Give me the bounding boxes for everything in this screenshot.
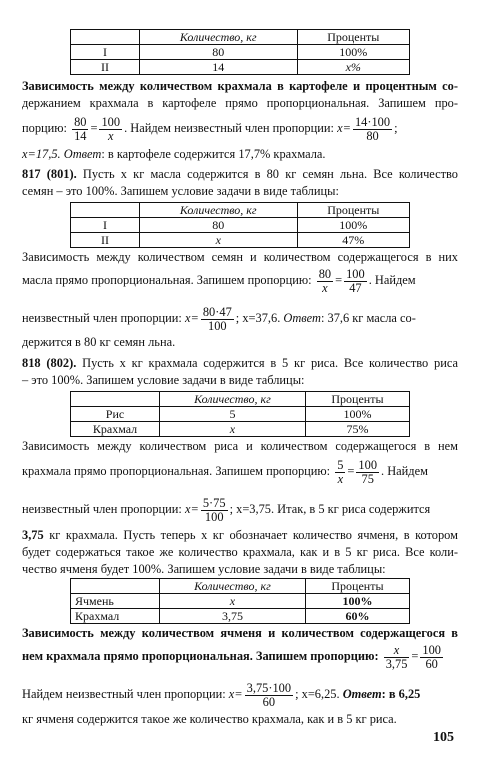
numerator: x: [384, 644, 410, 658]
table-cell: 14: [140, 60, 298, 75]
text: Найдем неизвестный член пропорции:: [22, 687, 226, 701]
table-cell: 80: [140, 45, 298, 60]
table-header-row: [71, 392, 410, 407]
table-row: [71, 609, 410, 624]
table-cell: Проценты: [305, 392, 409, 407]
table-cell: Проценты: [297, 203, 409, 218]
table-cell: x: [140, 233, 298, 248]
text: x=: [228, 687, 243, 701]
text: x=: [337, 121, 351, 135]
denominator: 60: [262, 694, 276, 709]
denominator: 100: [204, 509, 224, 524]
text: крахмала прямо пропорциональная. Запишем пропорцию:: [22, 464, 331, 478]
text-line: чество ячменя будет 100%. Запишем условие задачи в виде таблицы:: [22, 562, 386, 576]
text: нем крахмала прямо пропорциональная. Запишем пропорцию:: [22, 649, 379, 663]
denominator: 100: [208, 318, 227, 333]
numerator: 3,75·100: [246, 680, 292, 695]
table-cell: 47%: [297, 233, 409, 248]
text-line: [22, 166, 458, 183]
fraction: [317, 268, 333, 295]
table-cell: x: [160, 594, 306, 609]
table-cell: Количество, кг: [160, 579, 306, 594]
table-4: [70, 578, 410, 624]
table-cell: Количество, кг: [160, 392, 306, 407]
table-cell: [71, 203, 140, 218]
denominator: 3,75: [385, 656, 408, 671]
table-cell: Проценты: [297, 30, 409, 45]
fraction: [353, 116, 392, 143]
numerator: 100: [422, 642, 441, 657]
text: ; x=6,25.: [295, 687, 340, 701]
fraction: [344, 268, 367, 295]
table-3: [70, 391, 410, 437]
table-cell: I: [71, 45, 140, 60]
denominator: x: [108, 128, 114, 143]
text: Пусть x кг масла содержится в 80 кг семян льна. Все количество: [82, 167, 458, 181]
denominator: 75: [361, 471, 374, 486]
numerator: 5·75: [202, 495, 226, 510]
text-line: – это 100%. Запишем условие задачи в виде таблицы:: [22, 373, 305, 387]
text-line: будет содержаться такое же количество крахмала, как и в 5 кг риса. Все коли-: [22, 545, 458, 559]
text: 3,75: [22, 528, 44, 542]
fraction: [335, 459, 345, 486]
text: неизвестный член пропорции:: [22, 311, 182, 325]
table-header-row: [71, 203, 410, 218]
denominator: x: [337, 471, 344, 486]
text-line: [22, 355, 458, 372]
text-line: держится в 80 кг семян льна.: [22, 335, 176, 349]
table-cell: Проценты: [305, 579, 409, 594]
table-cell: 100%: [297, 218, 409, 233]
text-line-with-formula: масла прямо пропорциональная. Запишем пропорцию: $\frac{80}{x}$ = $\frac{100}{47}$ . Найдем: [22, 266, 416, 295]
text-line: [22, 146, 458, 163]
table-1: [70, 29, 410, 75]
text-line-with-formula: крахмала прямо пропорциональная. Запишем пропорцию: $\frac{5}{x}$ = $\frac{100}{75}$ . Найдем: [22, 457, 428, 486]
text-line: Зависимость между количеством ячменя и количеством содержащегося в: [22, 626, 458, 640]
answer-label: Ответ: [63, 147, 102, 161]
text-line: Зависимость между количеством семян и количеством содержащегося в них: [22, 250, 458, 264]
table-row: [71, 422, 410, 437]
fraction: [201, 306, 234, 333]
answer-label: Ответ: [342, 687, 382, 701]
table-cell: 100%: [305, 407, 409, 422]
table-cell: 60%: [305, 609, 409, 624]
fraction: [356, 459, 379, 486]
answer-label: Ответ: [283, 311, 321, 325]
numerator: 80·47: [202, 304, 232, 319]
fraction: [99, 116, 122, 143]
text-line-with-formula: [22, 302, 458, 334]
table-cell: Крахмал: [71, 609, 160, 624]
table-cell: [71, 579, 160, 594]
text: порцию:: [22, 121, 67, 135]
numerator: 80: [74, 114, 87, 129]
fraction: [420, 644, 443, 671]
fraction: [245, 682, 293, 709]
table-cell: x: [160, 422, 306, 437]
text: . Найдем: [368, 273, 416, 287]
table-cell: 80: [140, 218, 298, 233]
table-row: [71, 594, 410, 609]
fraction: [384, 644, 410, 671]
table-2: [70, 202, 410, 248]
text-line: Зависимость между количеством крахмала в картофеле и процентным со-: [22, 79, 458, 93]
text: масла прямо пропорциональная. Запишем пропорцию:: [22, 273, 312, 287]
denominator: 60: [425, 656, 438, 671]
denominator: 80: [366, 128, 379, 143]
table-cell: 100%: [297, 45, 409, 60]
fraction: [201, 497, 228, 524]
table-cell: I: [71, 218, 140, 233]
denominator: 14: [74, 128, 87, 143]
table-cell: Количество, кг: [140, 203, 298, 218]
numerator: 5: [337, 457, 344, 472]
denominator: x: [322, 280, 328, 295]
problem-number: 817 (801).: [22, 167, 77, 181]
table-cell: 5: [160, 407, 306, 422]
table-row: [71, 407, 410, 422]
text: : 37,6 кг масла со-: [320, 311, 416, 325]
text: x=: [184, 502, 199, 516]
text: ; x=3,75. Итак, в 5 кг риса содержится: [229, 502, 431, 516]
text: : в картофеле содержится 17,7% крахмала.: [101, 147, 326, 161]
text-line-with-formula: порцию: $\frac{80}{14}$ = $\frac{100}{x}$ . Найдем неизвестный член пропорции: x= $\frac{14\cdot 100}{80}$ ;: [22, 114, 398, 143]
table-cell: II: [71, 233, 140, 248]
table-cell: Крахмал: [71, 422, 160, 437]
text-line: Зависимость между количеством риса и количеством содержащегося в нем: [22, 439, 458, 453]
page-number: 105: [433, 730, 454, 745]
numerator: 80: [318, 266, 332, 281]
table-row: [71, 45, 410, 60]
table-cell: Количество, кг: [140, 30, 298, 45]
text-line: [22, 527, 458, 544]
text: x=17,5.: [22, 147, 61, 161]
table-cell: 3,75: [160, 609, 306, 624]
text-line-with-formula: [22, 493, 458, 525]
fraction: [72, 116, 88, 143]
table-cell: 75%: [305, 422, 409, 437]
table-cell: [71, 30, 140, 45]
text: . Найдем неизвестный член пропорции:: [124, 121, 334, 135]
text: кг крахмала. Пусть теперь x кг обозначает количество ячменя, в котором: [49, 528, 458, 542]
table-row: [71, 218, 410, 233]
numerator: 100: [346, 266, 365, 281]
table-cell: Рис: [71, 407, 160, 422]
text-line: семян – это 100%. Запишем условие задачи в виде таблицы:: [22, 184, 339, 198]
text: x=: [184, 311, 199, 325]
table-cell: 100%: [305, 594, 409, 609]
text: : в 6,25: [381, 687, 421, 701]
table-row: [71, 233, 410, 248]
text-line-with-formula: нем крахмала прямо пропорциональная. Запишем пропорцию: $\frac{x}{3,75}$ = $\frac{100}{60}$: [22, 642, 441, 671]
table-row: [71, 60, 410, 75]
text: Пусть x кг крахмала содержится в 5 кг риса. Все количество риса: [82, 356, 458, 370]
problem-number: 818 (802).: [22, 356, 77, 370]
table-cell: x%: [297, 60, 409, 75]
text-line: кг ячменя содержится такое же количество крахмала, как и в 5 кг риса.: [22, 712, 397, 726]
table-header-row: [71, 579, 410, 594]
denominator: 47: [349, 280, 362, 295]
text-line-with-formula: [22, 678, 458, 710]
table-cell: Ячмень: [71, 594, 160, 609]
text: ; x=37,6.: [235, 311, 281, 325]
numerator: 14·100: [354, 114, 391, 129]
numerator: 100: [358, 457, 378, 472]
text-line: держанием крахмала в картофеле прямо пропорциональная. Запишем про-: [22, 96, 458, 110]
numerator: 100: [101, 114, 121, 129]
table-cell: [71, 392, 160, 407]
text: неизвестный член пропорции:: [22, 502, 182, 516]
text: . Найдем: [381, 464, 428, 478]
table-header-row: [71, 30, 410, 45]
table-cell: II: [71, 60, 140, 75]
